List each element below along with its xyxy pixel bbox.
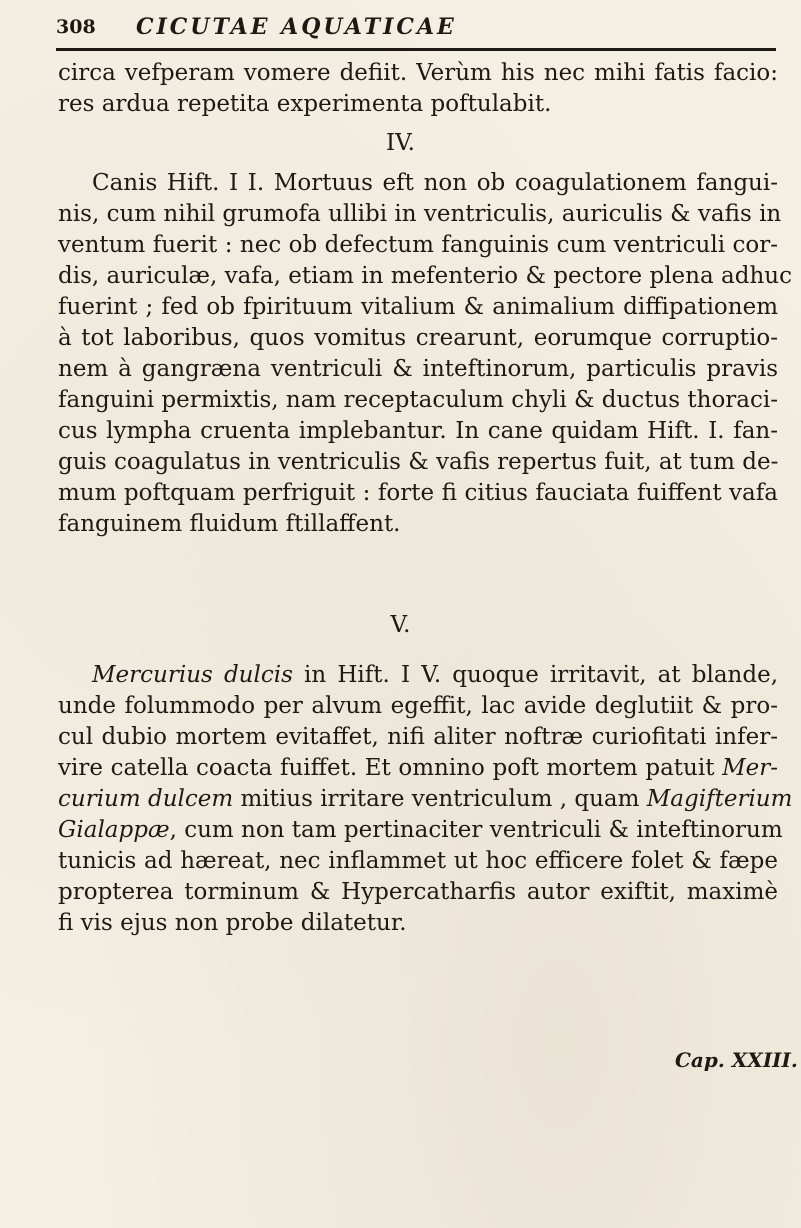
text-line: fi vis ejus non probe dilatetur.	[58, 910, 407, 936]
text-line: res ardua repetita experimenta poftulabit.	[58, 91, 552, 117]
page-number: 308	[56, 16, 96, 38]
text-line: fuerint ; fed ob fpirituum vitalium & animalium diffipationem	[58, 294, 778, 320]
text-line: Canis Hift. I I. Mortuus eft non ob coagulationem fangui-	[92, 170, 778, 196]
text-run: in Hift. I V. quoque irritavit, at blande,	[292, 662, 779, 688]
italic-term: Magifterium	[646, 786, 793, 812]
text-line: nis, cum nihil grumofa ullibi in ventriculis, auriculis & vafis in	[58, 201, 782, 227]
text-line	[58, 753, 778, 784]
section-iv-paragraph	[58, 168, 792, 540]
italic-term: curium dulcem	[58, 786, 234, 812]
italic-term: Gialappæ	[58, 817, 170, 843]
text-line: nem à gangræna ventriculi & inteftinorum, particulis pravis	[58, 356, 778, 382]
section-number-iv: IV.	[386, 130, 415, 156]
intro-paragraph	[58, 58, 778, 120]
text-line: cul dubio mortem evitaffet, nifi aliter noftræ curiofitati infer-	[58, 724, 778, 750]
text-line	[58, 660, 778, 691]
text-line: unde folummodo per alvum egeffit, lac avide deglutiit & pro-	[58, 693, 778, 719]
running-head	[56, 10, 776, 50]
text-line: tunicis ad hæreat, nec inflammet ut hoc efficere folet & fæpe	[58, 848, 778, 874]
text-line: circa vefperam vomere defiit. Verùm his nec mihi fatis facio:	[58, 60, 778, 86]
text-line: dis, auriculæ, vafa, etiam in mefenterio & pectore plena adhuc	[58, 263, 792, 289]
text-line	[58, 815, 783, 846]
text-line: fanguini permixtis, nam receptaculum chyli & ductus thoraci-	[58, 387, 779, 413]
text-line	[58, 784, 793, 815]
text-line: à tot laboribus, quos vomitus crearunt, eorumque corruptio-	[58, 325, 778, 351]
italic-term: Mercurius dulcis	[92, 662, 293, 688]
text-run: mitius irritare ventriculum , quam	[233, 786, 647, 812]
text-line: propterea torminum & Hypercatharfis autor exiftit, maximè	[58, 879, 778, 905]
catchword: Cap. XXIII.	[675, 1048, 798, 1072]
text-line: cus lympha cruenta implebantur. In cane quidam Hift. I. fan-	[58, 418, 778, 444]
text-line: mum poftquam perfriguit : forte fi citius fauciata fuiffent vafa	[58, 480, 778, 506]
italic-term: Mer-	[722, 755, 778, 781]
running-title: CICUTAE AQUATICAE	[136, 14, 457, 40]
section-number-v: V.	[390, 612, 411, 638]
text-line: fanguinem fluidum ftillaffent.	[58, 511, 401, 537]
text-line: guis coagulatus in ventriculis & vafis repertus fuit, at tum de-	[58, 449, 779, 475]
text-run: , cum non tam pertinaciter ventriculi & inteftinorum	[169, 817, 783, 843]
text-run: vire catella coacta fuiffet. Et omnino poft mortem patuit	[58, 755, 723, 781]
header-rule	[56, 48, 776, 51]
section-v-paragraph	[58, 660, 793, 939]
text-line: ventum fuerit : nec ob defectum fanguinis cum ventriculi cor-	[58, 232, 778, 258]
